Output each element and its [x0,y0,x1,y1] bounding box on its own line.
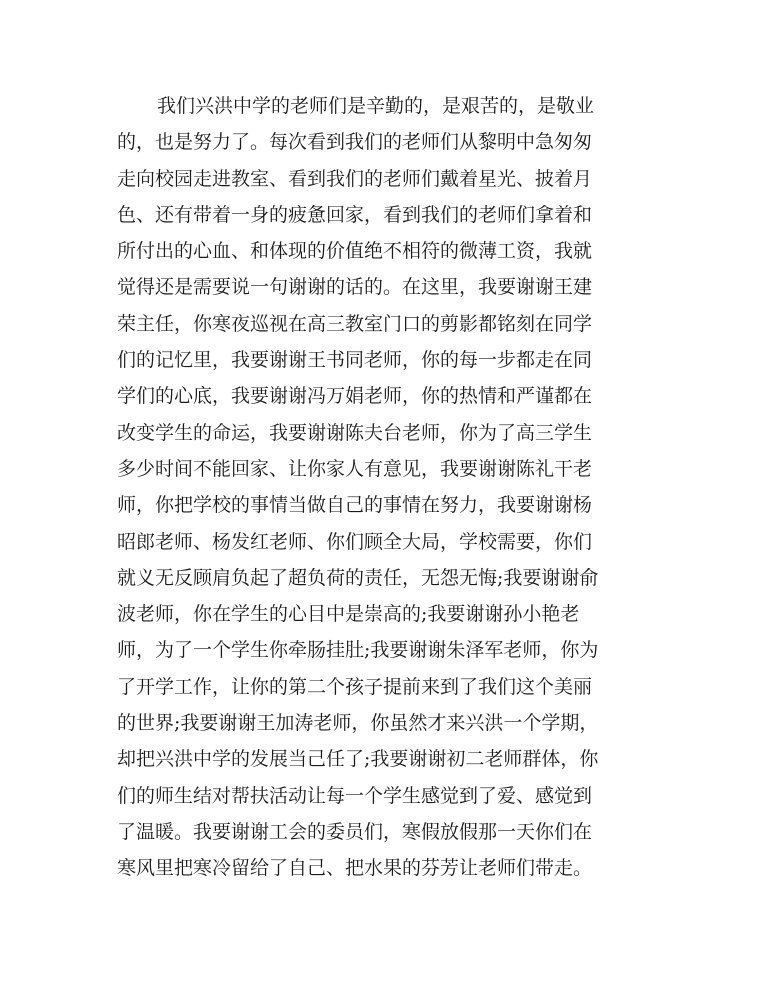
text-line: 觉得还是需要说一句谢谢的话的。在这里，我要谢谢王建 [117,276,593,299]
text-line: 的，也是努力了。每次看到我们的老师们从黎明中急匆匆 [117,131,593,154]
text-line: 改变学生的命运，我要谢谢陈夫台老师，你为了高三学生 [117,421,593,444]
text-line: 了开学工作，让你的第二个孩子提前来到了我们这个美丽 [117,675,593,698]
text-line: 寒风里把寒冷留给了自己、把水果的芬芳让老师们带走。 [117,857,593,880]
text-line: 所付出的心血、和体现的价值绝不相符的微薄工资，我就 [117,240,593,263]
text-line: 了温暖。我要谢谢工会的委员们，寒假放假那一天你们在 [117,820,593,843]
text-line: 我们兴洪中学的老师们是辛勤的，是艰苦的，是敬业 [157,95,595,117]
text-line: 昭郎老师、杨发红老师、你们顾全大局，学校需要，你们 [117,530,593,553]
text-line: 却把兴洪中学的发展当己任了;我要谢谢初二老师群体，你 [117,748,599,771]
text-line: 就义无反顾肩负起了超负荷的责任，无怨无悔;我要谢谢俞 [117,566,599,589]
text-line: 波老师，你在学生的心目中是崇高的;我要谢谢孙小艳老 [117,603,580,626]
text-line: 的世界;我要谢谢王加涛老师，你虽然才来兴洪一个学期， [117,712,599,735]
text-line: 们的记忆里，我要谢谢王书同老师，你的每一步都走在同 [117,349,593,372]
text-line: 色、还有带着一身的疲惫回家，看到我们的老师们拿着和 [117,203,593,226]
text-line: 学们的心底，我要谢谢冯万娟老师，你的热情和严谨都在 [117,385,593,408]
text-line: 走向校园走进教室、看到我们的老师们戴着星光、披着月 [117,167,593,190]
text-line: 师，为了一个学生你牵肠挂肚;我要谢谢朱泽军老师，你为 [117,639,599,662]
text-line: 师，你把学校的事情当做自己的事情在努力，我要谢谢杨 [117,494,593,517]
body-paragraph [117,88,657,887]
text-line: 荣主任，你寒夜巡视在高三教室门口的剪影都铭刻在同学 [117,312,593,335]
text-line: 们的师生结对帮扶活动让每一个学生感觉到了爱、感觉到 [117,784,593,807]
text-line: 多少时间不能回家、让你家人有意见，我要谢谢陈礼干老 [117,457,593,480]
